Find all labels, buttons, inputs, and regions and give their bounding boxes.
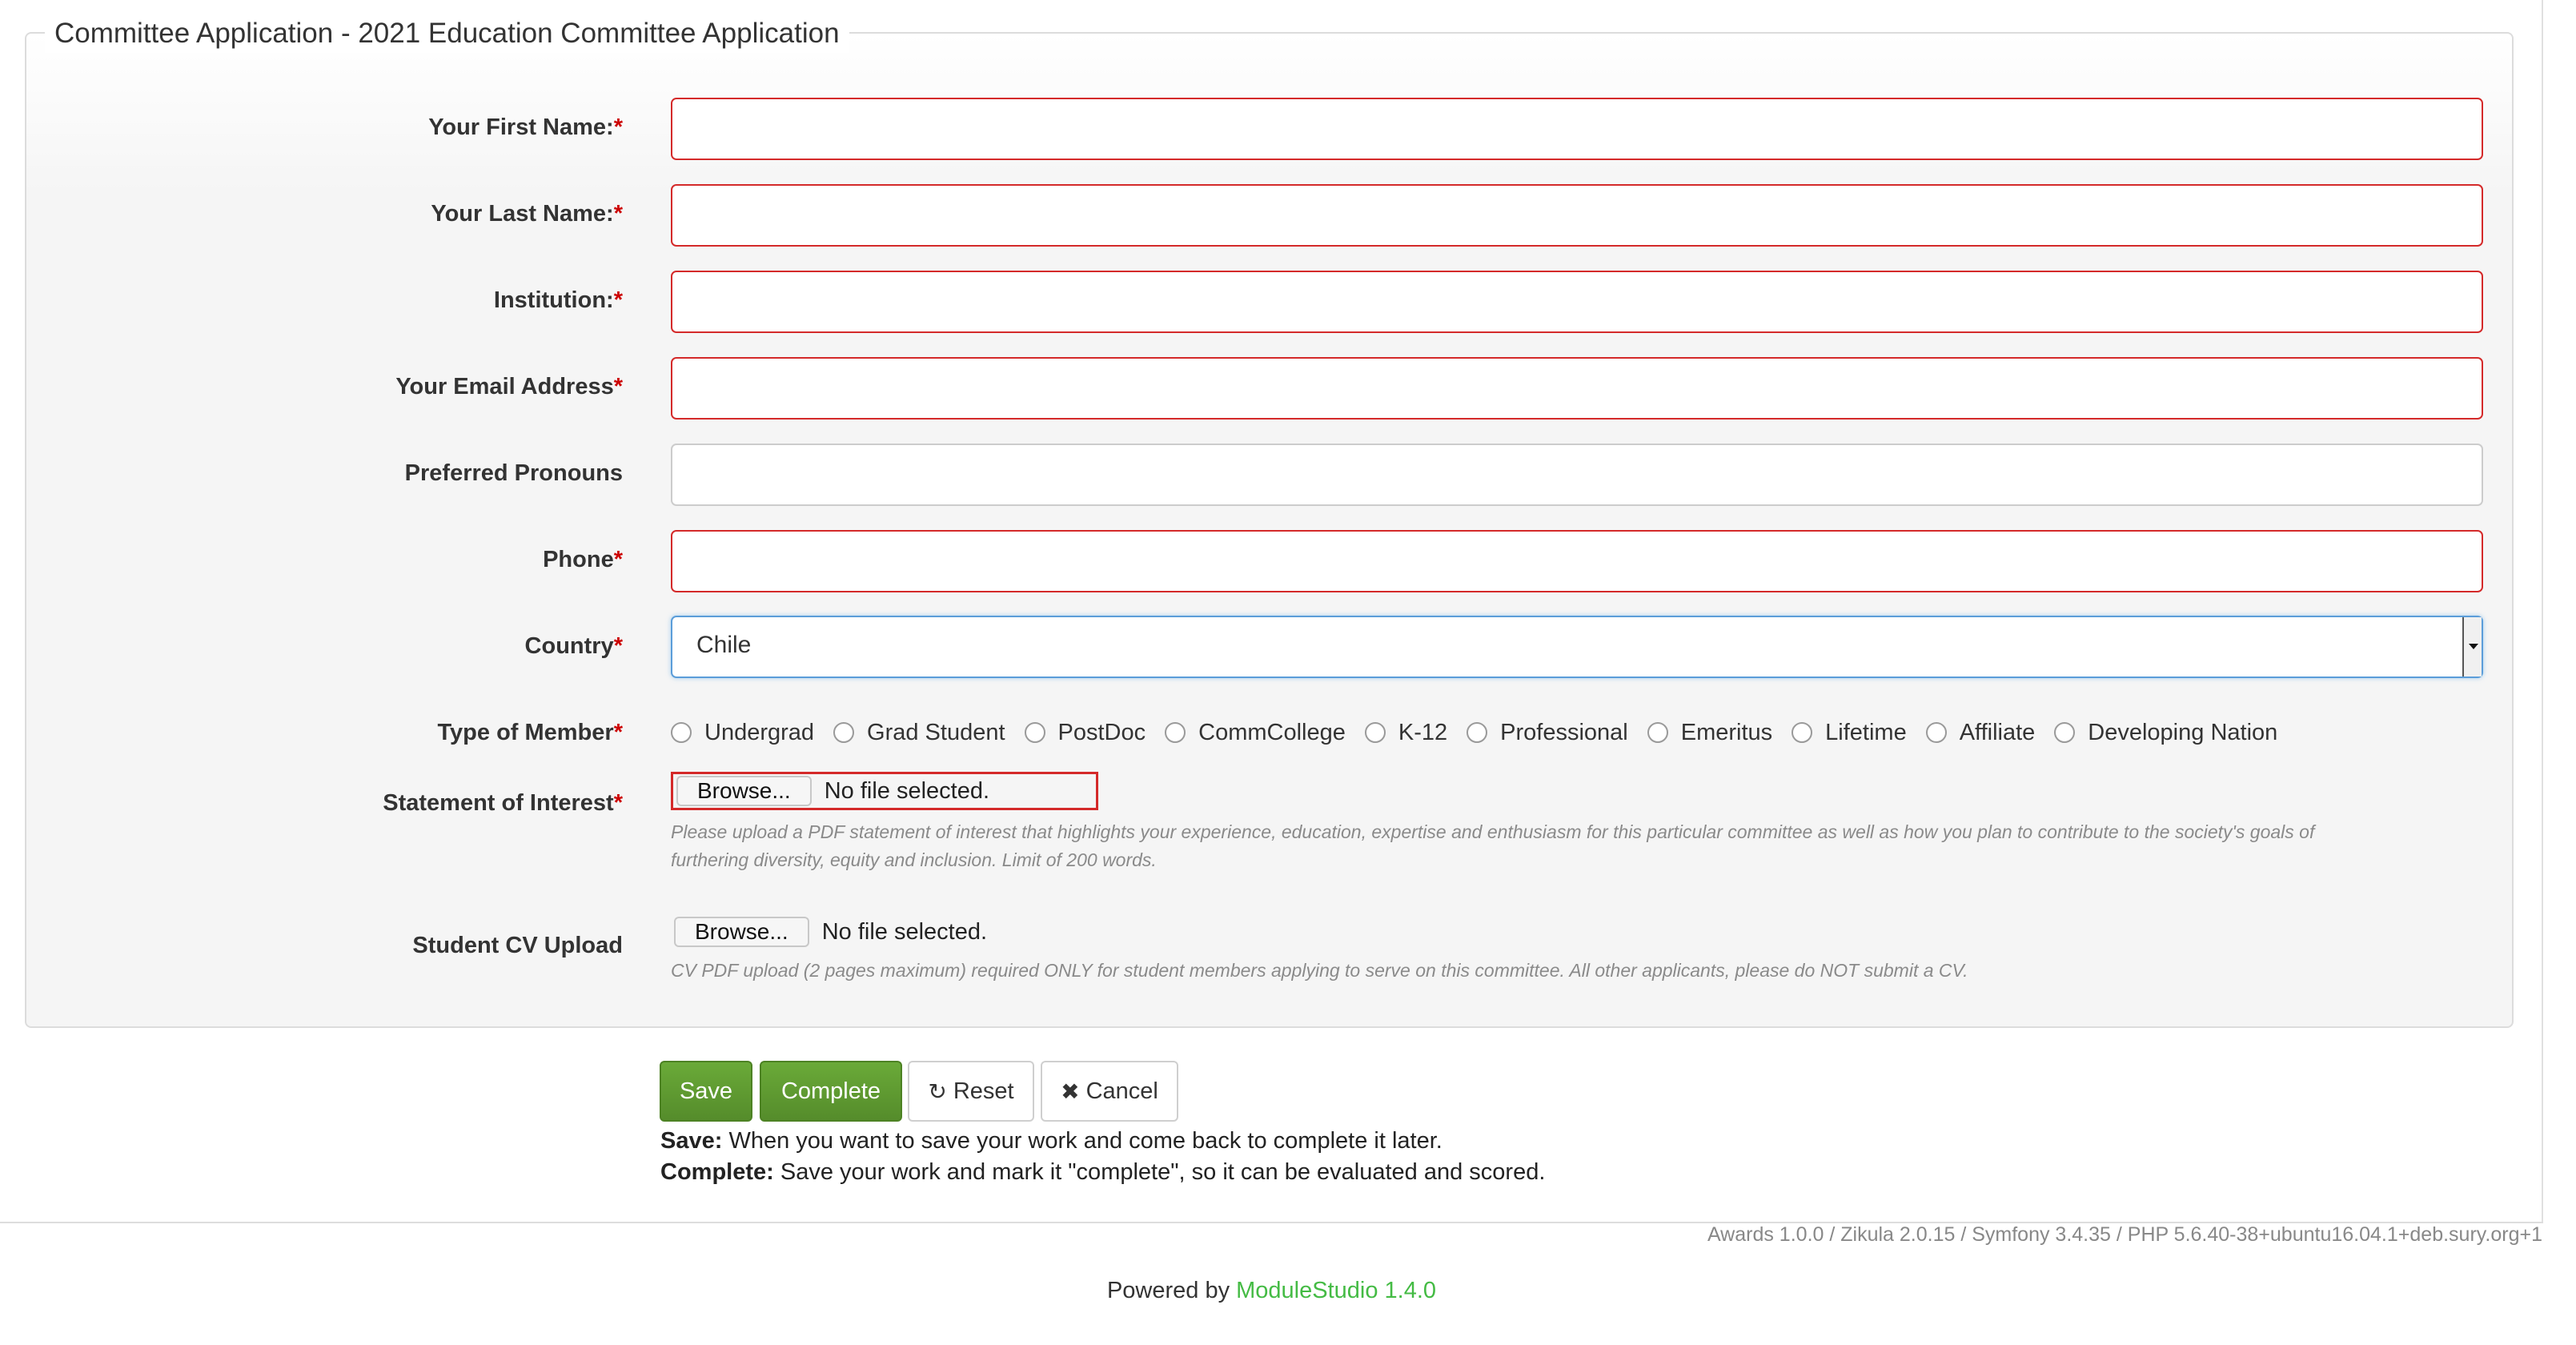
first-name-label-text: Your First Name: bbox=[428, 114, 614, 140]
complete-note-term: Complete: bbox=[660, 1159, 774, 1185]
radio-button[interactable] bbox=[833, 722, 854, 743]
radio-label: Emeritus bbox=[1680, 719, 1773, 745]
statement-browse-button[interactable]: Browse... bbox=[676, 776, 812, 806]
save-button[interactable]: Save bbox=[660, 1061, 752, 1122]
modulestudio-link[interactable]: ModuleStudio 1.4.0 bbox=[1236, 1278, 1437, 1303]
radio-label: Developing Nation bbox=[2088, 719, 2278, 745]
radio-postdoc[interactable] bbox=[1025, 720, 1146, 746]
radio-label: Affiliate bbox=[1959, 719, 2036, 745]
complete-note-text: Save your work and mark it "complete", so it can be evaluated and scored. bbox=[773, 1159, 1546, 1185]
statement-help-line-2: furthering diversity, equity and inclusion. Limit of 200 words. bbox=[671, 849, 1157, 870]
required-marker: * bbox=[613, 790, 623, 816]
statement-help-line-1: Please upload a PDF statement of interest that highlights your experience, education, expertise and enthusiasm for this particular committee as well as how you plan to contribute to the society's goals of bbox=[671, 821, 2315, 842]
save-note-term: Save: bbox=[660, 1128, 723, 1154]
last-name-label bbox=[431, 198, 623, 230]
phone-label-text: Phone bbox=[543, 547, 614, 572]
country-select[interactable] bbox=[671, 616, 2483, 678]
required-marker: * bbox=[613, 201, 623, 227]
radio-button[interactable] bbox=[1165, 722, 1186, 743]
cv-browse-button[interactable]: Browse... bbox=[674, 917, 809, 947]
radio-label: Grad Student bbox=[867, 719, 1005, 745]
cv-label-text: Student CV Upload bbox=[412, 933, 623, 958]
radio-professional[interactable] bbox=[1467, 720, 1628, 746]
cv-help-text: CV PDF upload (2 pages maximum) required ONLY for student members applying to serve on this committee. All other applicants, please do NOT submit a CV. bbox=[671, 960, 1968, 981]
email-label bbox=[395, 371, 623, 403]
country-label bbox=[525, 630, 623, 662]
phone-input[interactable] bbox=[671, 530, 2483, 592]
version-info: Awards 1.0.0 / Zikula 2.0.15 / Symfony 3.4.35 / PHP 5.6.40-38+ubuntu16.04.1+deb.sury.org+1 bbox=[1707, 1223, 2542, 1246]
cv-file-input[interactable] bbox=[671, 913, 987, 951]
content-right-border bbox=[2542, 0, 2543, 1222]
institution-input[interactable] bbox=[671, 271, 2483, 333]
radio-label: K-12 bbox=[1398, 719, 1448, 745]
radio-button[interactable] bbox=[1792, 722, 1812, 743]
statement-file-status: No file selected. bbox=[824, 777, 990, 804]
cancel-button[interactable] bbox=[1041, 1061, 1178, 1122]
radio-emeritus[interactable] bbox=[1647, 720, 1772, 746]
form-legend: Committee Application - 2021 Education Committee Application bbox=[45, 14, 849, 53]
member-type-label-text: Type of Member bbox=[437, 720, 614, 745]
radio-commcollege[interactable] bbox=[1165, 720, 1346, 746]
required-marker: * bbox=[613, 287, 623, 313]
radio-affiliate[interactable] bbox=[1926, 720, 2036, 746]
complete-note bbox=[660, 1156, 1545, 1188]
institution-label-text: Institution: bbox=[493, 287, 614, 313]
radio-button[interactable] bbox=[671, 722, 692, 743]
statement-label-text: Statement of Interest bbox=[383, 790, 614, 816]
required-marker: * bbox=[613, 114, 623, 140]
pronouns-label bbox=[405, 457, 623, 489]
member-type-label bbox=[437, 717, 623, 749]
member-type-radio-group bbox=[671, 717, 2297, 749]
radio-button[interactable] bbox=[1647, 722, 1668, 743]
radio-grad-student[interactable] bbox=[833, 720, 1005, 746]
cancel-button-label: Cancel bbox=[1085, 1078, 1158, 1104]
powered-by-prefix: Powered by bbox=[1106, 1278, 1237, 1303]
statement-help-text bbox=[671, 818, 2432, 874]
country-label-text: Country bbox=[524, 633, 614, 659]
radio-button[interactable] bbox=[1025, 722, 1045, 743]
statement-file-input[interactable] bbox=[671, 772, 1098, 810]
radio-developing-nation[interactable] bbox=[2054, 720, 2277, 746]
radio-lifetime[interactable] bbox=[1792, 720, 1907, 746]
first-name-label bbox=[428, 111, 623, 143]
radio-button[interactable] bbox=[1365, 722, 1386, 743]
radio-label: Lifetime bbox=[1825, 719, 1907, 745]
complete-button[interactable]: Complete bbox=[760, 1061, 902, 1122]
last-name-input[interactable] bbox=[671, 184, 2483, 247]
save-note bbox=[660, 1125, 1442, 1157]
phone-label bbox=[543, 544, 623, 576]
save-note-text: When you want to save your work and come back to complete it later. bbox=[722, 1128, 1442, 1154]
pronouns-label-text: Preferred Pronouns bbox=[404, 460, 623, 486]
radio-button[interactable] bbox=[2054, 722, 2075, 743]
cv-file-status: No file selected. bbox=[821, 918, 988, 945]
statement-label bbox=[383, 787, 623, 819]
radio-label: CommCollege bbox=[1198, 719, 1346, 745]
close-icon: ✖ bbox=[1061, 1078, 1080, 1104]
email-label-text: Your Email Address bbox=[395, 374, 614, 399]
refresh-icon: ↻ bbox=[928, 1078, 947, 1104]
first-name-input[interactable] bbox=[671, 98, 2483, 160]
radio-undergrad[interactable] bbox=[671, 720, 814, 746]
reset-button-label: Reset bbox=[953, 1078, 1014, 1104]
radio-k-12[interactable] bbox=[1365, 720, 1447, 746]
powered-by bbox=[0, 1278, 2543, 1304]
required-marker: * bbox=[613, 720, 623, 745]
pronouns-input[interactable] bbox=[671, 444, 2483, 506]
institution-label bbox=[494, 284, 623, 316]
reset-button[interactable] bbox=[908, 1061, 1034, 1122]
required-marker: * bbox=[613, 547, 623, 572]
radio-label: Undergrad bbox=[704, 719, 815, 745]
email-input[interactable] bbox=[671, 357, 2483, 420]
country-selected-value: Chile bbox=[696, 632, 752, 658]
radio-label: PostDoc bbox=[1057, 719, 1146, 745]
required-marker: * bbox=[613, 374, 623, 399]
radio-button[interactable] bbox=[1467, 722, 1487, 743]
required-marker: * bbox=[613, 633, 623, 659]
cv-label bbox=[412, 929, 623, 962]
radio-label: Professional bbox=[1500, 719, 1628, 745]
last-name-label-text: Your Last Name: bbox=[431, 201, 614, 227]
radio-button[interactable] bbox=[1926, 722, 1947, 743]
chevron-down-icon[interactable] bbox=[2462, 617, 2482, 677]
